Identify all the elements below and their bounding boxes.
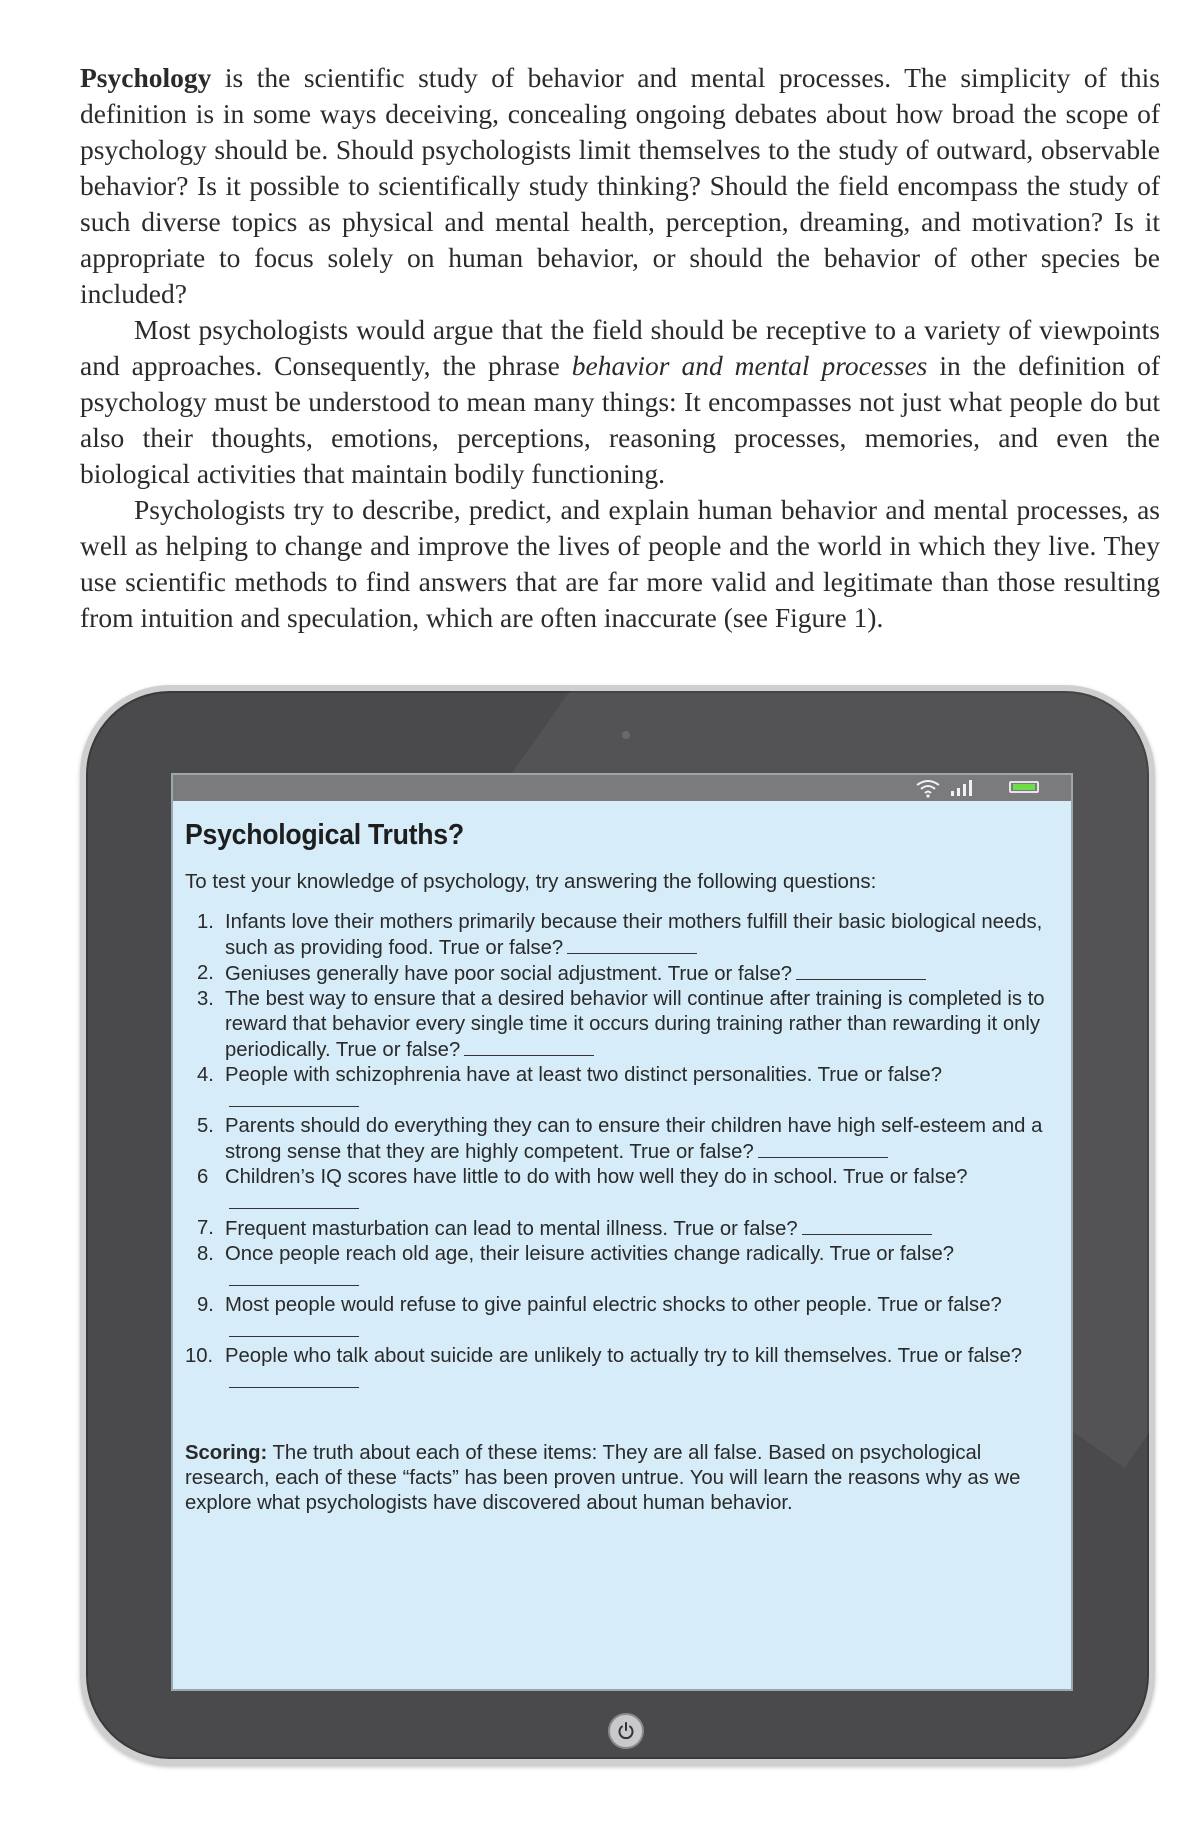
question-number: 9. — [197, 1294, 214, 1316]
intro-text — [80, 60, 1160, 636]
tablet-figure — [80, 685, 1155, 1765]
question-number: 2. — [197, 962, 214, 984]
scoring-label: Scoring: — [185, 1442, 268, 1464]
question-item — [185, 1242, 1065, 1293]
question-item — [185, 1344, 1065, 1395]
status-bar — [173, 775, 1071, 801]
answer-blank[interactable] — [229, 1369, 359, 1388]
question-item — [185, 1063, 1065, 1114]
battery-icon — [1009, 781, 1039, 793]
question-number: 10. — [185, 1345, 214, 1367]
figure-lead: To test your knowledge of psychology, try answering the following questions: — [185, 870, 877, 893]
question-number: 1. — [197, 911, 214, 933]
question-item — [185, 1165, 1065, 1216]
question-text: Geniuses generally have poor social adjustment. True or false? — [225, 963, 793, 985]
answer-blank[interactable] — [229, 1088, 359, 1107]
question-number: 4. — [197, 1064, 214, 1086]
question-text: Most people would refuse to give painful electric shocks to other people. True or false? — [225, 1294, 1002, 1316]
answer-blank[interactable] — [229, 1267, 359, 1286]
question-item — [185, 1293, 1065, 1344]
question-number: 8. — [197, 1243, 214, 1265]
question-number: 3. — [197, 988, 214, 1010]
intro-paragraph-2 — [80, 312, 1160, 492]
question-number: 7. — [197, 1217, 214, 1239]
question-text: Parents should do everything they can to ensure their children have high self-esteem and a strong sense that they are highly competent. True or false? — [225, 1115, 1043, 1163]
wifi-icon — [915, 778, 941, 798]
scoring-note — [185, 1441, 1035, 1516]
camera-icon — [622, 731, 630, 739]
question-text: People who talk about suicide are unlikely to actually try to kill themselves. True or false? — [225, 1345, 1022, 1367]
figure-content — [185, 819, 1065, 1516]
answer-blank[interactable] — [796, 961, 926, 980]
answer-blank[interactable] — [567, 935, 697, 954]
power-button[interactable] — [608, 1713, 644, 1749]
question-text: People with schizophrenia have at least two distinct personalities. True or false? — [225, 1064, 942, 1086]
question-number: 5. — [197, 1115, 214, 1137]
intro-paragraph-1-text: is the scientific study of behavior and mental processes. The simplicity of this definition is in some ways deceiving, concealing ongoing debates about how broad the scope of psychology should be. Should psychologists limit themselves to the study of outward, observable behavior? Is it possible to scientifically study thinking? Should the field encompass the study of such diverse topics as physical and mental health, perception, dreaming, and motivation? Is it appropriate to focus solely on human behavior, or should the behavior of other species be included? — [80, 62, 1160, 309]
tablet-screen — [171, 773, 1073, 1691]
question-item — [185, 987, 1065, 1063]
question-text: Infants love their mothers primarily because their mothers fulfill their basic biological needs, such as providing food. True or false? — [225, 911, 1043, 959]
intro-paragraph-2-after: in the definition of psychology must be understood to mean many things: It encompasses not just what people do but also their thoughts, emotions, perceptions, reasoning processes, memories, and even the biological activities that maintain bodily functioning. — [80, 350, 1160, 489]
question-text: Once people reach old age, their leisure activities change radically. True or false? — [225, 1243, 955, 1265]
intro-paragraph-1 — [80, 60, 1160, 312]
scoring-text: The truth about each of these items: They are all false. Based on psychological research, each of these “facts” has been proven untrue. You will learn the reasons why as we explore what psychologists have discovered about human behavior. — [185, 1442, 1021, 1514]
power-icon — [616, 1721, 636, 1741]
answer-blank[interactable] — [758, 1139, 888, 1158]
question-number: 6 — [197, 1166, 209, 1188]
signal-icon — [949, 779, 979, 797]
question-item — [185, 1114, 1065, 1165]
answer-blank[interactable] — [229, 1190, 359, 1209]
question-item — [185, 961, 1065, 987]
question-item — [185, 1216, 1065, 1242]
question-text: The best way to ensure that a desired behavior will continue after training is completed is to reward that behavior every single time it occurs during training rather than rewarding it only periodically. True or false? — [225, 988, 1045, 1061]
question-text: Frequent masturbation can lead to mental illness. True or false? — [225, 1218, 798, 1240]
term-psychology: Psychology — [80, 62, 212, 93]
question-text: Children’s IQ scores have little to do with how well they do in school. True or false? — [225, 1166, 968, 1188]
intro-paragraph-3: Psychologists try to describe, predict, and explain human behavior and mental processes, as well as helping to change and improve the lives of people and the world in which they live. They use scientific methods to find answers that are far more valid and legitimate than those resulting from intuition and speculation, which are often inaccurate (see Figure 1). — [80, 494, 1160, 633]
intro-paragraph-2-before: Most psychologists would argue that the field should be receptive to a variety of viewpoints and approaches. Consequently, the phrase — [80, 314, 1160, 381]
answer-blank[interactable] — [464, 1037, 594, 1056]
question-item — [185, 910, 1065, 961]
question-list — [185, 910, 1065, 1395]
answer-blank[interactable] — [802, 1216, 932, 1235]
intro-paragraph-2-emphasis: behavior and mental processes — [571, 350, 928, 381]
figure-title: Psychological Truths? — [185, 819, 464, 851]
answer-blank[interactable] — [229, 1318, 359, 1337]
